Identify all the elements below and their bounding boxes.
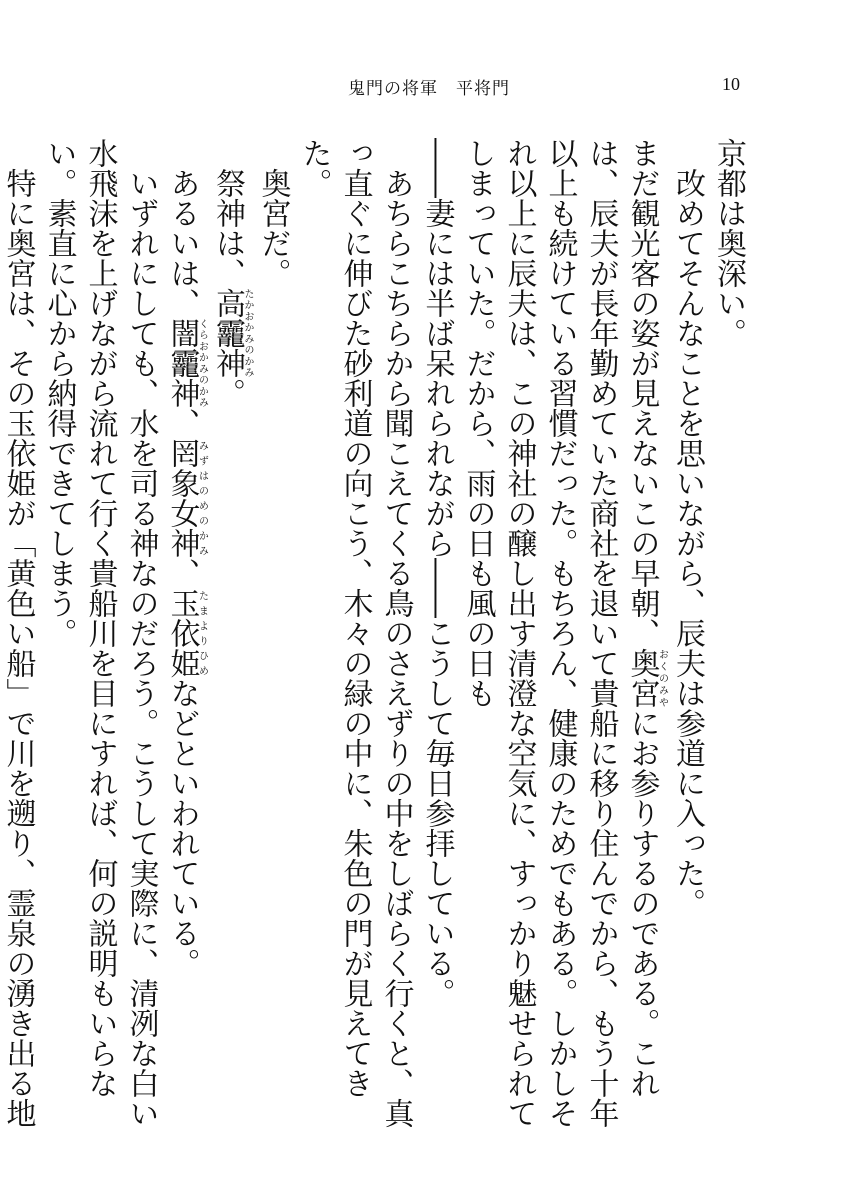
- ruby-kuraokami: [164, 318, 208, 408]
- paragraph-1: [708, 138, 749, 1138]
- paragraph-9-text-b: 」で川を遡り、霊泉の湧き出る地: [0, 678, 36, 1128]
- paragraph-3-text-b: にお参りするのである。これは、辰夫が長年勤めていた商社を退いて貴船に移り住んでから、もう十年以上も続けている習慣だった。もちろん、健康のためでもある。しかしそれ以上に辰夫は、この神社の醸し出す清澄な空気に、すっかり魅せられてしまっていた。だから、雨の日も風の日も: [460, 138, 660, 1128]
- ruby-kuraokami-base: 闇龗神: [164, 318, 200, 408]
- page-header: [0, 74, 841, 104]
- paragraph-5: [253, 138, 294, 1138]
- ruby-tamayorihime: [164, 588, 208, 678]
- ruby-okunomiya-base: 奥宮: [624, 648, 660, 708]
- paragraph-6: [207, 138, 253, 1138]
- paragraph-1-text: 京都は奥深い。: [711, 138, 746, 348]
- paragraph-2: [667, 138, 708, 1138]
- paragraph-3: [458, 138, 668, 1138]
- ruby-takaokami-base: 高龗神: [210, 288, 245, 378]
- paragraph-9: [0, 138, 39, 1138]
- paragraph-3-continued: [417, 138, 458, 1138]
- paragraph-3-text-a: まだ観光客の姿が見えないこの早朝、: [624, 138, 660, 648]
- ruby-takaokami: [210, 288, 253, 378]
- paragraph-6-text-a: 祭神は、: [210, 168, 245, 288]
- running-title: 鬼門の将軍 平将門: [348, 79, 510, 99]
- paragraph-5-text: 奥宮だ。: [255, 168, 291, 288]
- ruby-mizuhanome-reading: みずはのめのかみ: [196, 438, 208, 558]
- ruby-mizuhanome-base: 罔象女神: [164, 438, 200, 558]
- ruby-tamayorihime-base: 玉依姫: [164, 588, 200, 678]
- paragraph-4-text: あちらこちらから聞こえてくる鳥のさえずりの中をしばらく行くと、真っ直ぐに伸びた砂利道の向こう、木々の緑の中に、朱色の門が見えてきた。: [296, 138, 414, 1128]
- ruby-takaokami-reading: たかおかみのかみ: [242, 288, 253, 378]
- body-text: [0, 138, 749, 1138]
- ruby-okunomiya-reading: おくのみや: [656, 648, 668, 708]
- ruby-kuraokami-reading: くらおかみのかみ: [196, 318, 208, 408]
- ruby-mizuhanome: [164, 438, 208, 558]
- emphasized-phrase: 黄色い船: [0, 558, 36, 678]
- paragraph-6-text-b: 。: [210, 378, 245, 408]
- paragraph-2-text: 改めてそんなことを思いながら、辰夫は参道に入った。: [670, 168, 705, 918]
- page-number: 10: [722, 74, 740, 94]
- paragraph-7-text-a: あるいは、: [164, 168, 200, 318]
- ruby-tamayorihime-reading: たまよりひめ: [196, 588, 208, 678]
- paragraph-7-text-c: 、: [164, 558, 200, 588]
- paragraph-7-text-b: 、: [164, 408, 200, 438]
- paragraph-7: [162, 138, 208, 1138]
- paragraph-9-text-a: 特に奥宮は、その玉依姫が「: [0, 168, 36, 558]
- paragraph-3-text-c: ――妻には半ば呆れられながら――こうして毎日参拝している。: [419, 138, 455, 1008]
- paragraph-4: [294, 138, 417, 1138]
- paragraph-7-text-d: などといわれている。: [164, 678, 200, 978]
- ruby-okunomiya: [624, 648, 668, 708]
- paragraph-8: [39, 138, 162, 1138]
- paragraph-8-text: いずれにしても、水を司る神なのだろう。こうして実際に、清冽な白い水飛沫を上げながら流れて行く貴船川を目にすれば、何の説明もいらない。素直に心から納得できてしまう。: [41, 138, 159, 1128]
